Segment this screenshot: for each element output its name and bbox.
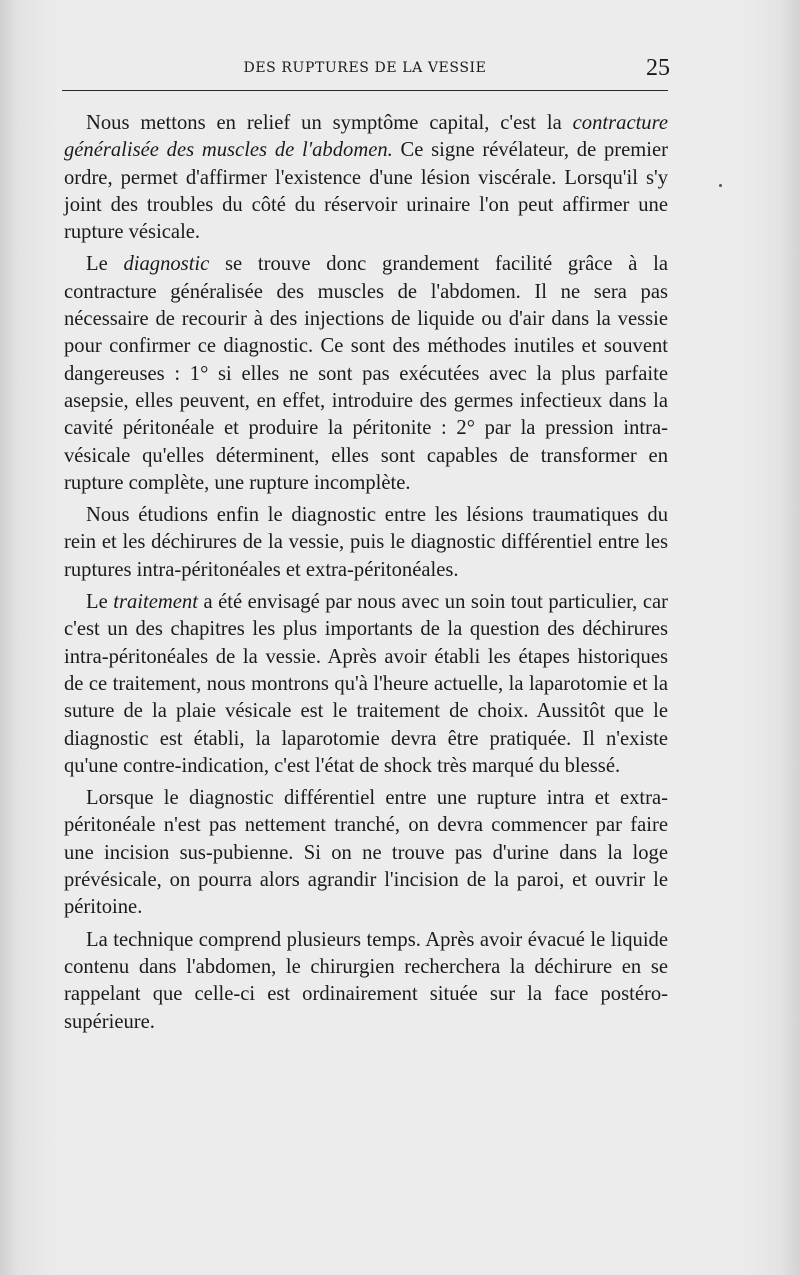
paragraph <box>64 927 668 1036</box>
text-segment: La technique comprend plusieurs temps. Après avoir évacué le liquide contenu dans l'abdomen, le chirurgien recherchera la déchirure en se rappelant que celle-ci est ordinairement située sur la face postéro-supérieure. <box>64 928 668 1033</box>
text-segment: Lorsque le diagnostic différentiel entre une rupture intra et extra-péritonéale n'est pas nettement tranché, on devra commencer par faire une incision sus-pubienne. Si on ne trouve pas d'urine dans la loge prévésicale, on pourra alors agrandir l'incision de la paroi, et ouvrir le péritoine. <box>64 787 668 919</box>
text-segment: a été envisagé par nous avec un soin tout particulier, car c'est un des chapitres les plus importants de la question des déchirures intra-péritonéales de la vessie. Après avoir établi les étapes historiques de ce traitement, nous montrons qu'à l'heure actuelle, la laparotomie et la suture de la plaie vésicale est le traitement de choix. Aussitôt que le diagnostic est établi, la laparotomie devra être pratiquée. Il n'existe qu'une contre-indication, c'est l'état de shock très marqué du blessé. <box>64 591 668 777</box>
margin-dot <box>719 184 722 187</box>
italic-segment: diagnostic <box>123 253 210 276</box>
italic-segment: contracture généralisée des muscles de l'abdomen. <box>64 112 668 162</box>
italic-segment: traitement <box>113 591 198 614</box>
running-head: DES RUPTURES DE LA VESSIE <box>243 60 487 76</box>
text-segment: Le <box>86 591 114 614</box>
text-segment: Le <box>86 253 124 276</box>
paragraph <box>64 251 668 497</box>
text-segment: Ce signe révélateur, de premier ordre, permet d'affirmer l'existence d'une lésion viscérale. Lorsqu'il s'y joint des troubles du côté du réservoir urinaire l'on peut affirmer une rupture vésicale. <box>64 139 668 244</box>
page-number: 25 <box>646 55 670 81</box>
paragraph <box>64 785 668 921</box>
header-rule <box>62 90 668 91</box>
text-segment: Nous étudions enfin le diagnostic entre les lésions traumatiques du rein et les déchirures de la vessie, puis le diagnostic différentiel entre les ruptures intra-péritonéales et extra-péritonéales. <box>64 504 668 581</box>
text-segment: Nous mettons en relief un symptôme capital, c'est la <box>86 112 573 134</box>
paragraph <box>64 110 668 246</box>
body-text <box>64 110 668 1041</box>
paragraph <box>64 502 668 584</box>
text-segment: se trouve donc grandement facilité grâce à la contracture généralisée des muscles de l'abdomen. Il ne sera pas nécessaire de recourir à des injections de liquide ou d'air dans la vessie pour confirmer ce diagnostic. Ce sont des méthodes inutiles et souvent dangereuses : 1° si elles ne sont pas exécutées avec la plus parfaite asepsie, elles peuvent, en effet, introduire des germes infectieux dans la cavité péritonéale et produire la péritonite : 2° par la pression intra-vésicale qu'elles déterminent, elles sont capables de transformer en rupture complète, une rupture incomplète. <box>64 253 668 494</box>
paragraph <box>64 589 668 780</box>
